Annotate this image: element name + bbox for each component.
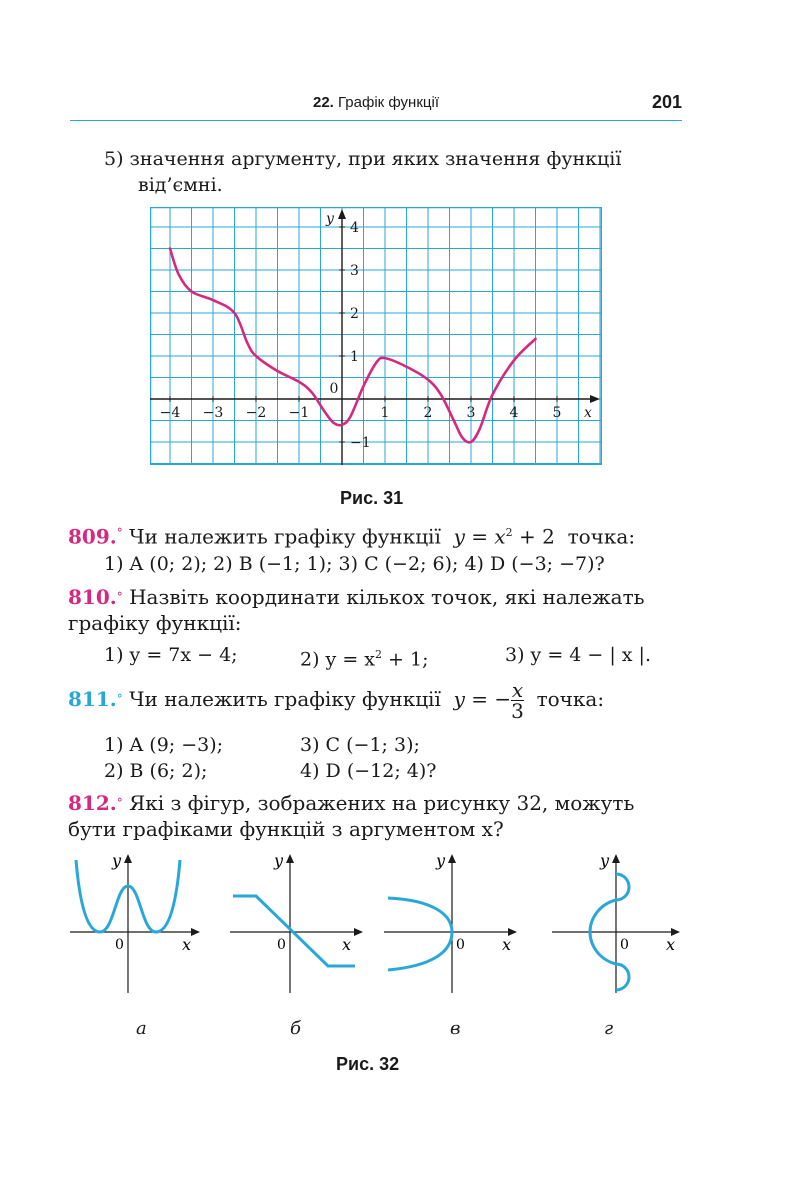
ex810-number: 810.	[68, 585, 117, 609]
ex811-opt1: 1) A (9; −3);	[104, 734, 224, 756]
ex811-opt4: 4) D (−12; 4)?	[300, 760, 437, 782]
fig32-label-d: г	[604, 1018, 614, 1039]
x-axis-arrow	[590, 395, 600, 403]
svg-text:y: y	[112, 851, 122, 870]
fig32-label-b: б	[290, 1018, 301, 1039]
figure-31-chart	[150, 207, 602, 465]
origin-label: 0	[329, 381, 339, 397]
x-tick-label: 5	[552, 405, 562, 421]
svg-text:0: 0	[456, 937, 465, 953]
svg-text:0: 0	[620, 937, 629, 953]
x-tick-label: 2	[423, 405, 433, 421]
svg-text:x: x	[342, 935, 352, 954]
chart-frame	[151, 208, 602, 465]
ex811-fraction: $\frac{x}{3}$	[511, 678, 524, 723]
x-tick-label: 1	[380, 405, 390, 421]
fig32-panel-a	[60, 848, 210, 998]
x-tick-label: −3	[202, 405, 224, 421]
ex811-opt3: 3) C (−1; 3);	[300, 734, 420, 756]
ex809-statement: 809.° Чи належить графіку функції $y = x^2 + 2$ точка:	[68, 524, 636, 549]
ex810-opt3: 3) y = 4 − | x |.	[505, 644, 651, 666]
svg-text:y: y	[600, 851, 610, 870]
svg-text:0: 0	[277, 937, 286, 953]
svg-text:x: x	[182, 935, 192, 954]
item5-line1: 5) значення аргументу, при яких значення функції	[104, 148, 622, 170]
x-tick-label: −2	[245, 405, 267, 421]
y-tick-label: 3	[350, 263, 359, 279]
fig32-panel-b	[228, 848, 378, 998]
ex809-number: 809.	[68, 524, 117, 549]
y-tick-label: −1	[350, 435, 371, 451]
ex812-number: 812.	[68, 791, 117, 815]
ex811-statement: 811.° Чи належить графіку функції y = − $\frac{x}{3}$ точка:	[68, 678, 605, 723]
svg-text:x: x	[666, 935, 676, 954]
x-tick-label: 4	[509, 405, 519, 421]
y-tick-label: 4	[350, 220, 359, 236]
ex809-options: 1) A (0; 2); 2) B (−1; 1); 3) C (−2; 6); 4) D (−3; −7)?	[104, 553, 605, 575]
ex810-statement: 810.° Назвіть координати кількох точок, які належать	[68, 585, 645, 609]
item5-line2: від’ємні.	[138, 174, 223, 196]
ex810-line2: графіку функції:	[68, 611, 242, 635]
fig32-panel-c	[382, 848, 532, 998]
y-tick-label: 1	[350, 349, 359, 365]
y-axis-arrow	[338, 209, 346, 219]
x-axis-label: x	[584, 405, 592, 421]
ex810-opt1: 1) y = 7x − 4;	[104, 644, 238, 666]
x-tick-label: −1	[288, 405, 310, 421]
y-axis-label: y	[326, 211, 334, 227]
ex812-line2: бути графіками функцій з аргументом x?	[68, 817, 504, 841]
page-number: 201	[651, 92, 682, 112]
fig32-label-a: а	[136, 1018, 147, 1039]
svg-text:y: y	[436, 851, 446, 870]
x-tick-label: −4	[159, 405, 181, 421]
ex811-number: 811.	[68, 687, 117, 711]
ex810-opt2: 2) $y = x^2 + 1$;	[300, 648, 429, 671]
x-tick-label: 3	[466, 405, 476, 421]
ex812-statement: 812.° Які з фігур, зображених на рисунку 32, можуть	[68, 791, 635, 815]
fig32-label-c: в	[450, 1018, 461, 1039]
figure-32-caption: Рис. 32	[336, 1054, 400, 1074]
chapter-title: 22. Графік функції	[312, 94, 439, 111]
figure-31-caption: Рис. 31	[340, 488, 404, 508]
ex811-opt2: 2) B (6; 2);	[104, 760, 208, 782]
svg-text:x: x	[502, 935, 512, 954]
svg-text:0: 0	[115, 937, 124, 953]
fig32-panel-d	[550, 848, 700, 998]
svg-text:y: y	[274, 851, 284, 870]
y-tick-label: 2	[350, 306, 359, 322]
page-header	[70, 90, 682, 121]
